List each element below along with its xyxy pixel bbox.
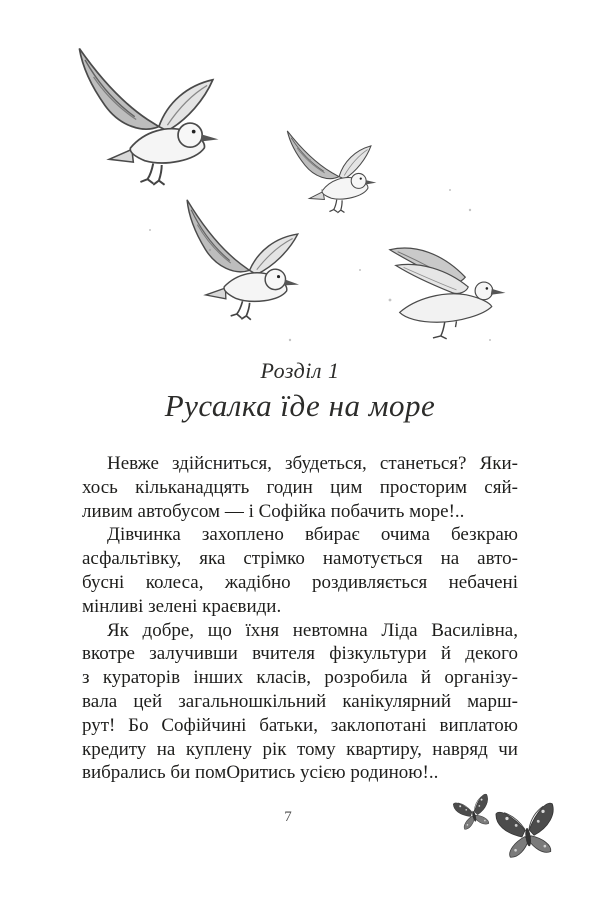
text-line: вкотре залучивши вчителя фізкультури й декого — [82, 643, 518, 665]
paragraph — [82, 523, 518, 618]
seagull-4 — [390, 248, 506, 339]
butterfly-large — [495, 803, 559, 859]
text-line: Невже здійсниться, збудеться, станеться? Яки- — [107, 453, 518, 474]
page-title: Русалка їде на море — [164, 388, 436, 423]
text-line: хось кільканадцять годин цим просторим сяй- — [82, 476, 518, 498]
seagull-1 — [79, 49, 218, 185]
seagull-3 — [287, 126, 378, 215]
butterfly-small — [453, 794, 494, 831]
butterflies-illustration — [440, 788, 565, 878]
paragraph — [82, 452, 518, 523]
text-line: кредиту на куплену рік тому квартиру, навряд чи — [82, 738, 518, 760]
paragraph — [82, 619, 518, 786]
page-number: 7 — [284, 809, 292, 825]
text-line: ливим автобусом — і Софійка побачить море!.. — [82, 500, 465, 522]
text-line: рут! Бо Софійчині батьки, заклопотані виплатою — [82, 714, 518, 736]
seagulls-illustration — [60, 40, 540, 352]
text-line: вала цей загальношкільний канікулярний марш- — [82, 690, 518, 712]
chapter-label: Розділ 1 — [260, 358, 340, 383]
seagull-2 — [179, 200, 304, 323]
text-line: вибрались би помОритись усією родиною!.. — [82, 762, 439, 784]
text-line: з кураторів інших класів, розробила й організу- — [82, 667, 518, 689]
text-line: Дівчинка захоплено вбирає очима безкраю — [107, 524, 518, 546]
text-line: мінливі зелені краєвиди. — [82, 595, 282, 617]
text-line: бусні колеса, жадібно роздивляється небачені — [82, 571, 518, 593]
text-line: Як добре, що їхня невтомна Ліда Василівна, — [107, 619, 518, 641]
body-text — [82, 452, 518, 785]
text-line: асфальтівку, яка стрімко намотується на авто- — [82, 548, 518, 570]
